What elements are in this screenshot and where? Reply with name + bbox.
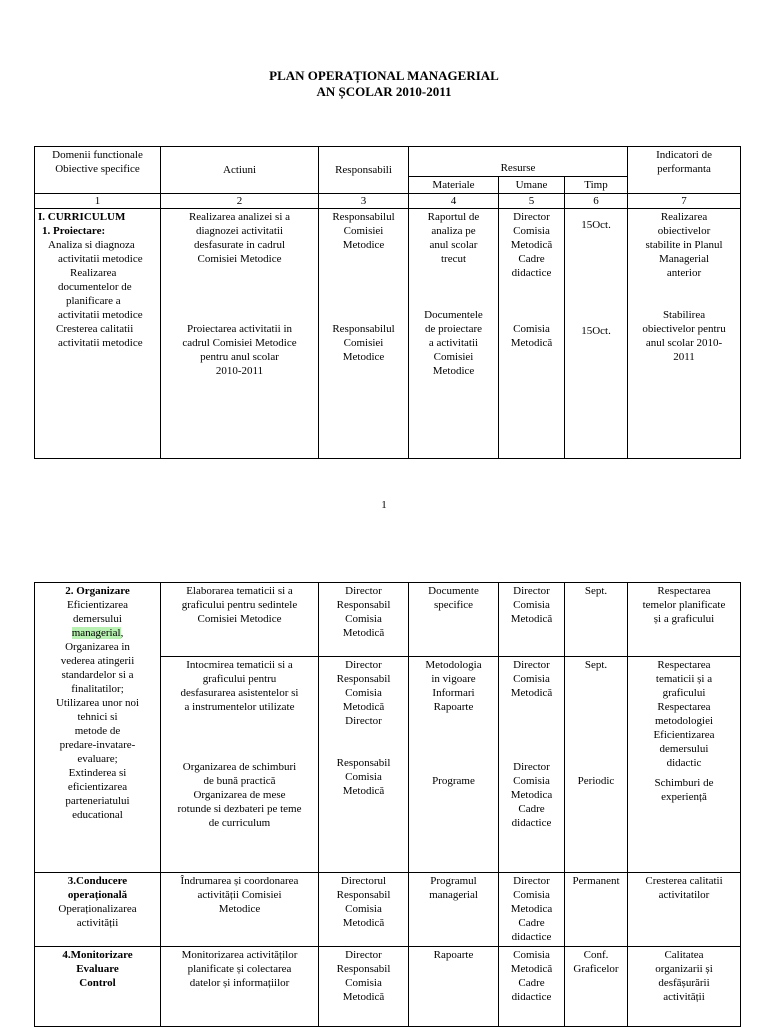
organizare-r2-actiuni: Intocmirea tematicii si a graficului pentru desfasurarea asistentelor si a instrumentelor utilizate Organizarea de schimburi de bună practică Organizarea de mese rotunde si dezbateri pe teme de curriculum <box>161 657 319 873</box>
col-number: 5 <box>499 194 565 209</box>
curriculum-umane: Director Comisia Metodică Cadre didactice Comisia Metodică <box>499 209 565 459</box>
conducere-materiale: Programul managerial <box>409 873 499 947</box>
col-number: 2 <box>161 194 319 209</box>
header-timp: Timp <box>565 177 628 194</box>
monitorizare-cell: 4.Monitorizare Evaluare Control <box>35 947 161 1027</box>
organizare-r1-umane: Director Comisia Metodică <box>499 583 565 657</box>
page-number: 1 <box>381 499 387 511</box>
header-actiuni: Actiuni <box>161 147 319 194</box>
organizare-r2-umane: Director Comisia Metodică Director Comisia Metodica Cadre didactice <box>499 657 565 873</box>
curriculum-responsabili: Responsabilul Comisiei Metodice Responsabilul Comisiei Metodice <box>319 209 409 459</box>
organizare-r2-responsabili: Director Responsabil Comisia Metodică Director Responsabil Comisia Metodică <box>319 657 409 873</box>
monitorizare-actiuni: Monitorizarea activităților planificate și colectarea datelor și informațiilor <box>161 947 319 1027</box>
monitorizare-timp: Conf. Graficelor <box>565 947 628 1027</box>
organizare-r1-timp: Sept. <box>565 583 628 657</box>
col-number: 7 <box>628 194 741 209</box>
organizare-r1-responsabili: Director Responsabil Comisia Metodică <box>319 583 409 657</box>
organizare-r2-materiale: Metodologia in vigoare Informari Rapoarte Programe <box>409 657 499 873</box>
organizare-cell: 2. Organizare Eficientizarea demersului managerial, Organizarea in vederea atingerii standardelor si a finalitatilor; Utilizarea unor noi tehnici si metode de predare-invatare- evaluare; Extinderea si eficientizarea parteneriatului educational <box>35 583 161 873</box>
organizare-r2-indicatori: Respectarea tematicii și a graficului Respectarea metodologiei Eficientizarea demersului didactic Schimburi de experiență <box>628 657 741 873</box>
curriculum-timp: 15Oct. 15Oct. <box>565 209 628 459</box>
curriculum-indicatori: Realizarea obiectivelor stabilite in Planul Managerial anterior Stabilirea obiectivelor pentru anul scolar 2010- 2011 <box>628 209 741 459</box>
monitorizare-materiale: Rapoarte <box>409 947 499 1027</box>
header-indicatori: Indicatori de performanta <box>628 147 741 194</box>
plan-table-page1 <box>34 146 741 459</box>
col-number: 3 <box>319 194 409 209</box>
plan-table-page2 <box>34 582 741 1027</box>
monitorizare-responsabili: Director Responsabil Comisia Metodică <box>319 947 409 1027</box>
curriculum-actiuni: Realizarea analizei si a diagnozei activitatii desfasurate in cadrul Comisiei Metodice Proiectarea activitatii in cadrul Comisiei Metodice pentru anul scolar 2010-2011 <box>161 209 319 459</box>
col-number: 4 <box>409 194 499 209</box>
curriculum-materiale: Raportul de analiza pe anul scolar trecut Documentele de proiectare a activitatii Comisiei Metodice <box>409 209 499 459</box>
conducere-actiuni: Îndrumarea și coordonarea activității Comisiei Metodice <box>161 873 319 947</box>
curriculum-cell: I. CURRICULUM 1. Proiectare: Analiza si diagnoza activitatii metodice Realizarea documentelor de planificare a activitatii metodice Cresterea calitatii activitatii metodice <box>35 209 161 459</box>
organizare-r1-actiuni: Elaborarea tematicii si a graficului pentru sedintele Comisiei Metodice <box>161 583 319 657</box>
conducere-timp: Permanent <box>565 873 628 947</box>
monitorizare-umane: Comisia Metodică Cadre didactice <box>499 947 565 1027</box>
document-title: PLAN OPERAȚIONAL MANAGERIAL <box>269 68 499 83</box>
conducere-indicatori: Cresterea calitatii activitatilor <box>628 873 741 947</box>
organizare-r1-materiale: Documente specifice <box>409 583 499 657</box>
highlighted-word: managerial <box>71 627 121 639</box>
organizare-r2-timp: Sept. Periodic <box>565 657 628 873</box>
document-subtitle: AN ȘCOLAR 2010-2011 <box>316 84 452 99</box>
col-number: 6 <box>565 194 628 209</box>
conducere-umane: Director Comisia Metodica Cadre didactice <box>499 873 565 947</box>
col-number: 1 <box>35 194 161 209</box>
conducere-cell: 3.Conducere operațională Operaționalizarea activității <box>35 873 161 947</box>
header-domenii: Domenii functionale Obiective specifice <box>35 147 161 194</box>
header-umane: Umane <box>499 177 565 194</box>
header-resurse: Resurse <box>409 147 628 177</box>
monitorizare-indicatori: Calitatea organizarii și desfășurării activității <box>628 947 741 1027</box>
header-materiale: Materiale <box>409 177 499 194</box>
organizare-r1-indicatori: Respectarea temelor planificate și a graficului <box>628 583 741 657</box>
header-responsabili: Responsabili <box>319 147 409 194</box>
conducere-responsabili: Directorul Responsabil Comisia Metodică <box>319 873 409 947</box>
